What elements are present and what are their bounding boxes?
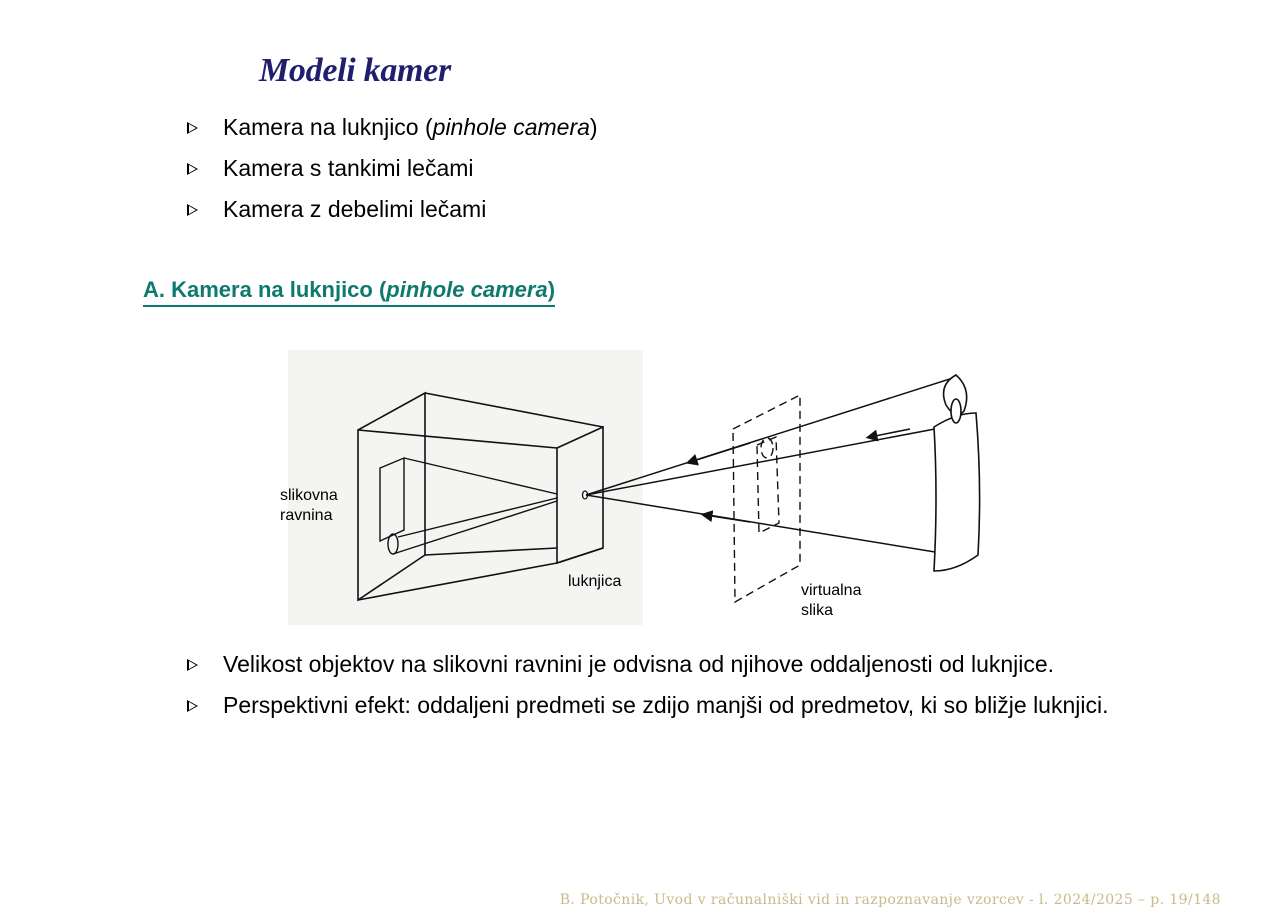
page-title: Modeli kamer bbox=[259, 52, 451, 89]
triangle-bullet-icon bbox=[187, 659, 198, 671]
virtual-image-label bbox=[801, 581, 861, 621]
pinhole-camera-diagram bbox=[270, 345, 990, 630]
bullet-text: Velikost objektov na slikovni ravnini je odvisna od njihove oddaljenosti od luknjice. bbox=[223, 651, 1055, 677]
section-heading-italic: pinhole camera bbox=[386, 277, 548, 302]
image-plane-label bbox=[280, 486, 338, 526]
triangle-bullet-icon bbox=[187, 204, 198, 216]
bullet-text: Kamera s tankimi lečami bbox=[223, 155, 474, 181]
section-heading-suffix: ) bbox=[547, 277, 556, 302]
image-plane-label-line1: slikovna bbox=[280, 487, 338, 504]
pinhole-camera-figure bbox=[270, 345, 990, 630]
pinhole-label: luknjica bbox=[568, 573, 622, 590]
bullet-text-suffix: ) bbox=[589, 114, 598, 140]
bullet-text-italic: pinhole camera bbox=[432, 114, 590, 140]
triangle-bullet-icon bbox=[187, 122, 198, 134]
bullet-text: Kamera na luknjico ( bbox=[223, 114, 433, 140]
image-plane-label-line2: ravnina bbox=[280, 507, 333, 524]
footer-citation: B. Potočnik, Uvod v računalniški vid in razpoznavanje vzorcev - l. 2024/2025 – p. 19/148 bbox=[559, 892, 1221, 908]
section-heading-prefix: A. Kamera na luknjico ( bbox=[143, 277, 387, 302]
triangle-bullet-icon bbox=[187, 700, 198, 712]
bottom-bullet-list bbox=[187, 649, 1147, 731]
triangle-bullet-icon bbox=[187, 163, 198, 175]
bullet-item bbox=[187, 194, 598, 225]
virtual-image-label-line2: slika bbox=[801, 602, 834, 619]
bullet-item bbox=[187, 153, 598, 184]
bullet-item bbox=[187, 690, 1147, 721]
top-bullet-list bbox=[187, 112, 598, 235]
virtual-image-label-line1: virtualna bbox=[801, 582, 862, 599]
section-heading bbox=[143, 277, 555, 307]
bullet-text: Kamera z debelimi lečami bbox=[223, 196, 487, 222]
bullet-item bbox=[187, 112, 598, 143]
bullet-item bbox=[187, 649, 1147, 680]
virtual-image-plane bbox=[733, 395, 800, 602]
candle-object bbox=[934, 375, 980, 571]
bullet-text: Perspektivni efekt: oddaljeni predmeti se zdijo manjši od predmetov, ki so bližje luknjici. bbox=[223, 692, 1109, 718]
